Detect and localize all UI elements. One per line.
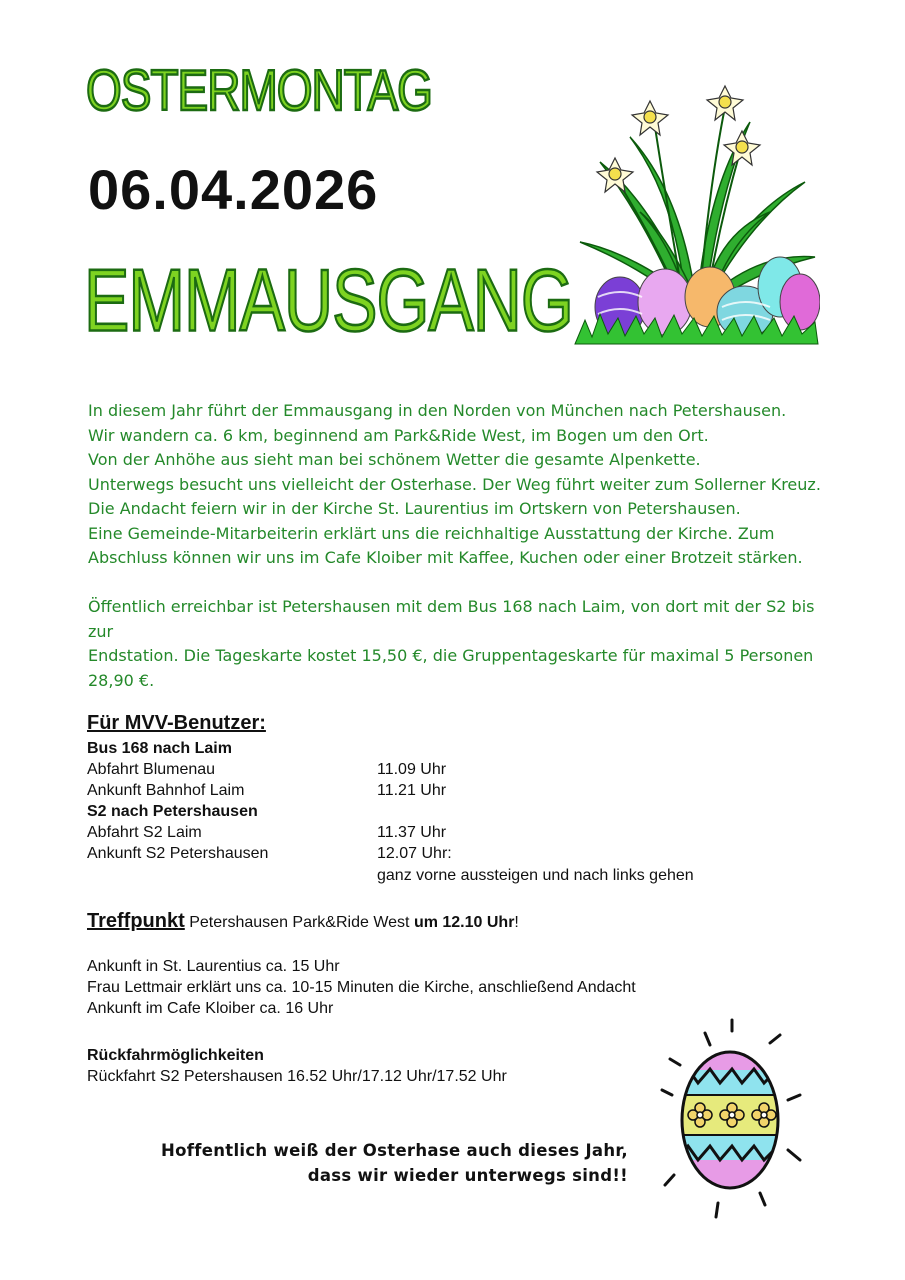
closing-text [88,1138,628,1188]
bus-heading: Bus 168 nach Laim [87,740,232,757]
schedule-item: Ankunft im Cafe Kloiber ca. 16 Uhr [87,1000,334,1017]
s2-note-row [87,867,694,885]
intro-line: Unterwegs besucht uns vielleicht der Osterhase. Der Weg führt weiter zum Sollerner Kreuz. [88,474,821,494]
schedule-row [87,782,446,800]
intro-line: In diesem Jahr führt der Emmausgang in den Norden von München nach Petershausen. [88,401,787,420]
row-label: Abfahrt Blumenau [87,761,216,778]
easter-egg-icon [660,1015,810,1230]
schedule-row [87,761,446,779]
s2-note: ganz vorne aussteigen und nach links gehen [377,867,694,884]
s2-heading: S2 nach Petershausen [87,803,258,820]
row-label: Ankunft S2 Petershausen [87,845,269,862]
row-label: Abfahrt S2 Laim [87,824,202,841]
closing-line: Hoffentlich weiß der Osterhase auch dieses Jahr, [161,1141,628,1160]
meeting-point [87,910,519,933]
meeting-suffix: ! [514,914,519,931]
row-time: 11.21 Uhr [377,782,447,799]
closing-line: dass wir wieder unterwegs sind!! [307,1166,628,1185]
schedule-item: Ankunft in St. Laurentius ca. 15 Uhr [87,958,340,975]
meeting-place: Petershausen Park&Ride West [184,914,414,931]
event-date: 06.04.2026 [88,158,379,221]
daffodils-easter-eggs-icon [570,82,820,347]
row-label: Ankunft Bahnhof Laim [87,782,245,799]
row-time: 11.09 Uhr [377,761,447,778]
intro-line: Die Andacht feiern wir in der Kirche St. Laurentius im Ortskern von Petershausen. [88,499,741,518]
return-text: Rückfahrt S2 Petershausen 16.52 Uhr/17.12 Uhr/17.52 Uhr [87,1068,507,1085]
return-heading: Rückfahrmöglichkeiten [87,1047,264,1064]
transit-line: 28,90 €. [88,670,155,690]
event-name: EMMAUSGANG [84,251,573,351]
intro-line: Abschluss können wir uns im Cafe Kloiber mit Kaffee, Kuchen oder einer Brotzeit stärken. [88,548,803,567]
mvv-heading: Für MVV-Benutzer: [87,712,266,734]
schedule-row [87,824,446,842]
intro-text [88,399,848,571]
schedule-item: Frau Lettmair erklärt uns ca. 10-15 Minuten die Kirche, anschließend Andacht [87,979,636,996]
transit-line: Öffentlich erreichbar ist Petershausen mit dem Bus 168 nach Laim, von dort mit der S2 bis zur [88,597,815,641]
intro-line: Eine Gemeinde-Mitarbeiterin erklärt uns die reichhaltige Ausstattung der Kirche. Zum [88,523,775,543]
transit-text [88,595,828,693]
page-title: OSTERMONTAG [86,57,432,123]
schedule-row [87,845,452,863]
meeting-time: um 12.10 Uhr [413,914,515,931]
intro-line: Von der Anhöhe aus sieht man bei schönem Wetter die gesamte Alpenkette. [88,450,701,469]
intro-line: Wir wandern ca. 6 km, beginnend am Park&Ride West, im Bogen um den Ort. [88,425,709,445]
row-time: 11.37 Uhr [377,824,447,841]
meeting-label: Treffpunkt [87,910,185,932]
transit-line: Endstation. Die Tageskarte kostet 15,50 €, die Gruppentageskarte für maximal 5 Personen [88,646,814,665]
row-time: 12.07 Uhr: [377,845,452,862]
